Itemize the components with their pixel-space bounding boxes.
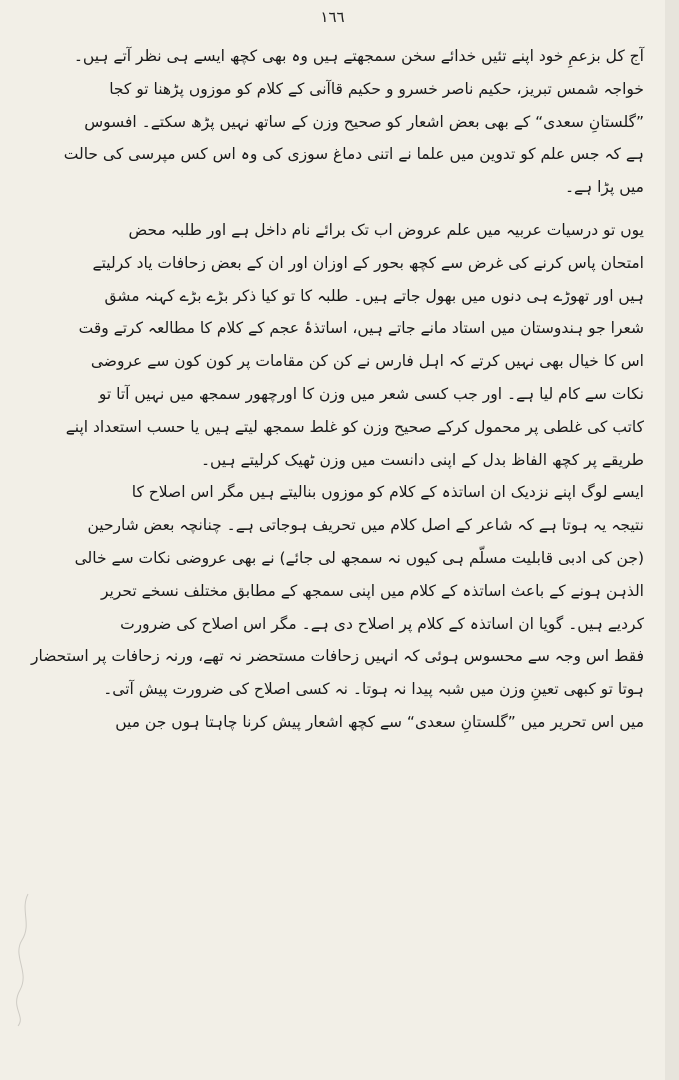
text-line: میں اس تحریر میں ”گلستانِ سعدی“ سے کچھ اشعار پیش کرنا چاہتا ہوں جن میں xyxy=(115,712,644,731)
text-line: الذہن ہونے کے باعث اساتذہ کے کلام میں اپنی سمجھ کے مطابق مختلف نسخے تحریر xyxy=(100,581,644,600)
page-body-text xyxy=(31,40,644,739)
text-line: ہوتا تو کبھی تعینِ وزن میں شبہ پیدا نہ ہوتا۔ نہ کسی اصلاح کی ضرورت پیش آتی۔ xyxy=(103,680,644,699)
text-line: طریقے پر کچھ الفاظ بدل کے اپنی دانست میں وزن ٹھیک کرلیتے ہیں۔ xyxy=(200,450,644,469)
text-line: ایسے لوگ اپنے نزدیک ان اساتذہ کے کلام کو موزوں بنالیتے ہیں مگر اس اصلاح کا xyxy=(131,483,644,502)
paragraph-3 xyxy=(31,476,644,706)
text-line: یوں تو درسیات عربیہ میں علم عروض اب تک برائے نام داخل ہے اور طلبہ محض xyxy=(128,220,644,239)
text-line: ”گلستانِ سعدی“ کے بھی بعض اشعار کو صحیح وزن کے ساتھ نہیں پڑھ سکتے۔ افسوس xyxy=(84,112,644,131)
text-line: ہے کہ جس علم کو تدوین میں علما نے اتنی دماغ سوزی کی وہ اس کس مپرسی کی حالت xyxy=(63,145,644,164)
text-line: خواجہ شمس تبریز، حکیم ناصر خسرو و حکیم قاآنی کے کلام کو موزوں پڑھنا تو کجا xyxy=(109,79,644,98)
pencil-mark-icon xyxy=(8,890,40,1030)
text-line: کردیے ہیں۔ گویا ان اساتذہ کے کلام پر اصلاح دی ہے۔ مگر اس اصلاح کی ضرورت xyxy=(120,614,644,633)
text-line: آج کل بزعمِ خود اپنے تئیں خدائے سخن سمجھتے ہیں وہ بھی کچھ ایسے ہی نظر آتے ہیں۔ xyxy=(73,47,644,65)
text-line: شعرا جو ہندوستان میں استاد مانے جاتے ہیں، اساتذۂ عجم کے کلام کا مطالعہ کرتے وقت xyxy=(78,319,644,338)
text-line: نکات سے کام لیا ہے۔ اور جب کسی شعر میں وزن کا اورچھور سمجھ میں نہیں آتا تو xyxy=(98,384,644,403)
paragraph-2 xyxy=(38,214,644,476)
text-line: نتیجہ یہ ہوتا ہے کہ شاعر کے اصل کلام میں تحریف ہوجاتی ہے۔ چنانچہ بعض شارحین xyxy=(87,516,644,535)
text-line: امتحان پاس کرنے کی غرض سے کچھ بحور کے اوزان اور ان کے بعض زحافات یاد کرلیتے xyxy=(92,253,644,272)
text-line: ہیں اور تھوڑے ہی دنوں میں بھول جاتے ہیں۔ طلبہ کا تو کیا ذکر بڑے بڑے کہنہ مشق xyxy=(104,286,644,305)
text-line: کاتب کی غلطی پر محمول کرکے صحیح وزن کو غلط سمجھ لیتے ہیں یا حسب استعداد اپنے xyxy=(65,417,644,436)
paragraph-4 xyxy=(38,706,644,739)
text-line: فقط اس وجہ سے محسوس ہوئی کہ انہیں زحافات مستحضر نہ تھے، ورنہ زحافات پر استحضار xyxy=(31,647,644,666)
text-line: اس کا خیال بھی نہیں کرتے کہ اہل فارس نے کن کن مقامات پر کون کون سے عروضی xyxy=(90,352,644,371)
text-line: (جن کی ادبی قابلیت مسلّم ہی کیوں نہ سمجھ لی جائے) نے بھی عروضی نکات سے خالی xyxy=(74,548,644,567)
page-number: ١٦٦ xyxy=(320,8,345,26)
text-line: میں پڑا ہے۔ xyxy=(564,178,644,197)
paragraph-1 xyxy=(38,40,644,204)
